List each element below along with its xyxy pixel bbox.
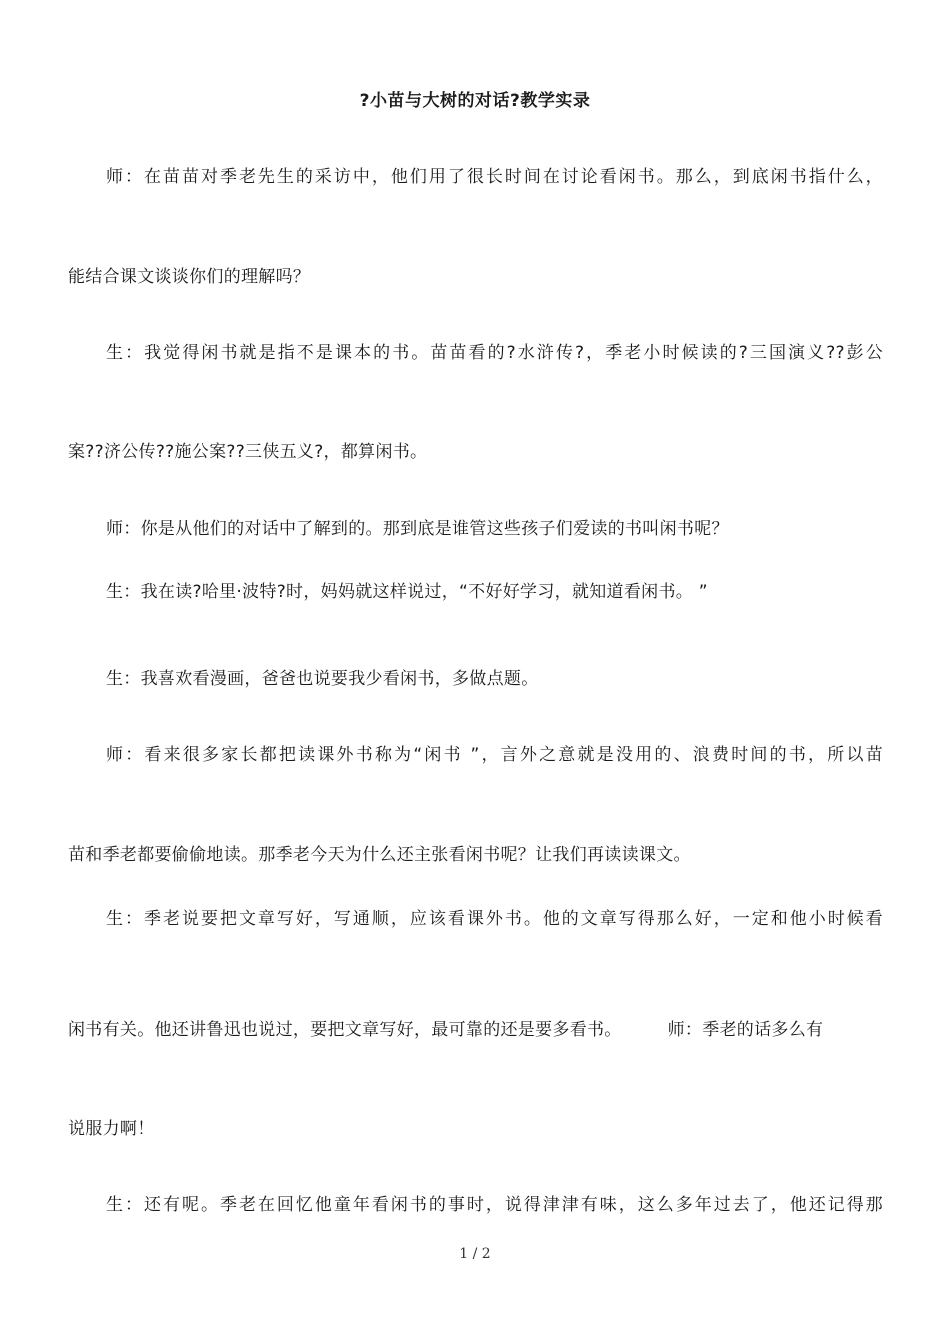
paragraph-line: 说服力啊！ [68, 1119, 155, 1139]
paragraph-line: 苗和季老都要偷偷地读。那季老今天为什么还主张看闲书呢？让我们再读读课文。 [68, 845, 691, 865]
paragraph-line: 师：看来很多家长都把读课外书称为“闲书 ”，言外之意就是没用的、浪费时间的书，所以苗 [106, 745, 883, 765]
paragraph-text: 师：季老的话多么有 [667, 1020, 824, 1040]
paragraph-line [68, 1015, 883, 1040]
paragraph-line: 生：季老说要把文章写好，写通顺，应该看课外书。他的文章写得那么好，一定和他小时候看 [106, 909, 883, 929]
paragraph-line: 生：我觉得闲书就是指不是课本的书。苗苗看的?水浒传?，季老小时候读的?三国演义??彭公 [106, 343, 883, 363]
paragraph-line: 生：我喜欢看漫画，爸爸也说要我少看闲书，多做点题。 [106, 669, 539, 689]
paragraph-line: 师：在苗苗对季老先生的采访中，他们用了很长时间在讨论看闲书。那么，到底闲书指什么， [106, 167, 883, 187]
paragraph-text: 闲书有关。他还讲鲁迅也说过，要把文章写好，最可靠的还是要多看书。 [68, 1020, 622, 1040]
paragraph-line: 能结合课文谈谈你们的理解吗？ [68, 267, 311, 287]
page-title: ?小苗与大树的对话?教学实录 [359, 91, 591, 111]
paragraph-line: 生：我在读?哈里·波特?时，妈妈就这样说过，“不好好学习，就知道看闲书。 ” [106, 582, 708, 602]
paragraph-line: 案??济公传??施公案??三侠五义?，都算闲书。 [68, 442, 428, 462]
paragraph-line: 生：还有呢。季老在回忆他童年看闲书的事时，说得津津有味，这么多年过去了，他还记得那 [106, 1195, 883, 1215]
page-number: 1 / 2 [459, 1246, 491, 1262]
paragraph-line: 师：你是从他们的对话中了解到的。那到底是谁管这些孩子们爱读的书叫闲书呢？ [106, 519, 729, 539]
